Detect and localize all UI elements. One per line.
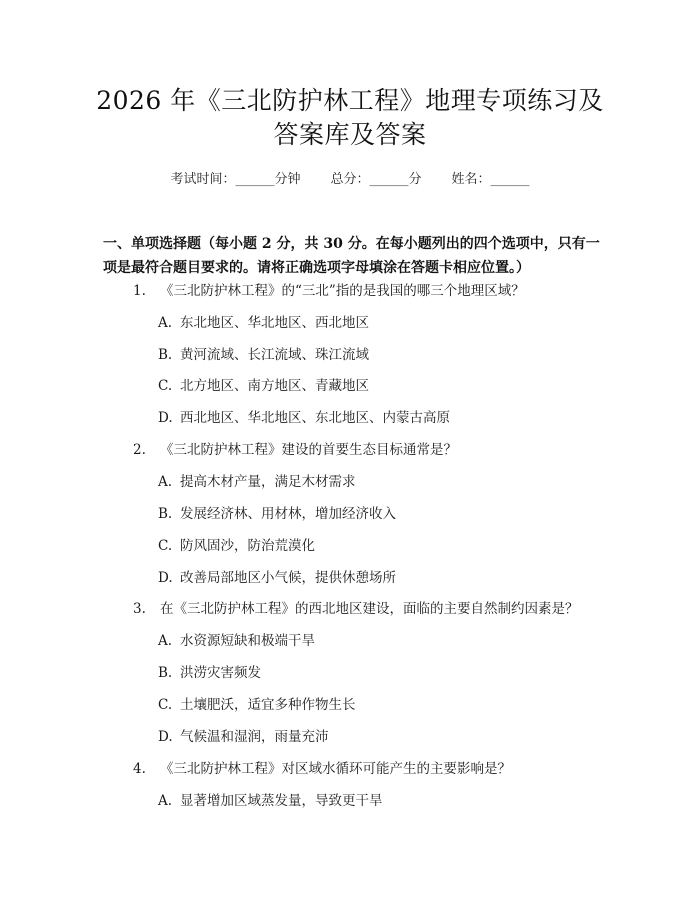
section-heading: 一、单项选择题（每小题 2 分，共 30 分。在每小题列出的四个选项中，只有一项是最符合题目要求的。请将正确选项字母填涂在答题卡相应位置。）	[103, 236, 600, 276]
option-letter: A.	[158, 474, 173, 490]
question-4	[133, 759, 511, 779]
question-2-option-a	[158, 472, 356, 492]
option-letter: D.	[158, 729, 173, 745]
question-number: 1.	[133, 283, 146, 299]
page-title-line-1: 2026 年《三北防护林工程》地理专项练习及	[96, 86, 604, 115]
question-3-option-d	[158, 727, 329, 747]
option-text: 提高木材产量，满足木材需求	[180, 474, 356, 490]
option-text: 土壤肥沃，适宜多种作物生长	[180, 697, 356, 713]
question-text: 《三北防护林工程》的“三北”指的是我国的哪三个地理区域？	[160, 283, 525, 299]
question-1-option-d	[158, 408, 450, 428]
question-4-option-a	[158, 791, 383, 811]
option-text: 北方地区、南方地区、青藏地区	[180, 378, 369, 394]
option-text: 防风固沙，防治荒漠化	[180, 538, 315, 554]
question-text: 在《三北防护林工程》的西北地区建设，面临的主要自然制约因素是？	[160, 601, 579, 617]
question-2	[133, 440, 457, 460]
option-letter: D.	[158, 410, 173, 426]
question-text: 《三北防护林工程》对区域水循环可能产生的主要影响是？	[160, 761, 511, 777]
option-letter: D.	[158, 570, 173, 586]
option-text: 显著增加区域蒸发量，导致更干旱	[180, 793, 383, 809]
exam-time-field: 考试时间：______分钟	[170, 172, 301, 187]
option-letter: B.	[158, 347, 173, 363]
question-2-option-d	[158, 568, 396, 588]
option-letter: A.	[158, 793, 173, 809]
question-2-option-b	[158, 504, 396, 524]
question-text: 《三北防护林工程》建设的首要生态目标通常是？	[160, 442, 457, 458]
option-text: 洪涝灾害频发	[180, 665, 261, 681]
option-text: 改善局部地区小气候，提供休憩场所	[180, 570, 396, 586]
question-1-option-a	[158, 313, 369, 333]
option-text: 水资源短缺和极端干旱	[180, 633, 315, 649]
question-2-option-c	[158, 536, 315, 556]
option-letter: B.	[158, 506, 173, 522]
option-text: 东北地区、华北地区、西北地区	[180, 315, 369, 331]
student-name-field: 姓名：______	[451, 172, 530, 187]
question-1	[133, 281, 525, 301]
exam-info-line	[0, 168, 700, 187]
option-text: 西北地区、华北地区、东北地区、内蒙古高原	[180, 410, 450, 426]
option-letter: C.	[158, 697, 173, 713]
option-text: 发展经济林、用材林，增加经济收入	[180, 506, 396, 522]
page-title-line-2: 答案库及答案	[273, 120, 427, 149]
question-3-option-b	[158, 663, 261, 683]
question-1-option-b	[158, 345, 369, 365]
question-number: 3.	[133, 601, 146, 617]
option-letter: B.	[158, 665, 173, 681]
option-letter: A.	[158, 315, 173, 331]
question-number: 2.	[133, 442, 146, 458]
question-3-option-a	[158, 631, 315, 651]
question-3-option-c	[158, 695, 356, 715]
option-letter: C.	[158, 538, 173, 554]
question-1-option-c	[158, 376, 369, 396]
option-letter: C.	[158, 378, 173, 394]
option-text: 气候温和湿润，雨量充沛	[180, 729, 329, 745]
question-number: 4.	[133, 761, 146, 777]
total-score-field: 总分：______分	[330, 172, 422, 187]
option-letter: A.	[158, 633, 173, 649]
option-text: 黄河流域、长江流域、珠江流域	[180, 347, 369, 363]
question-3	[133, 599, 579, 619]
